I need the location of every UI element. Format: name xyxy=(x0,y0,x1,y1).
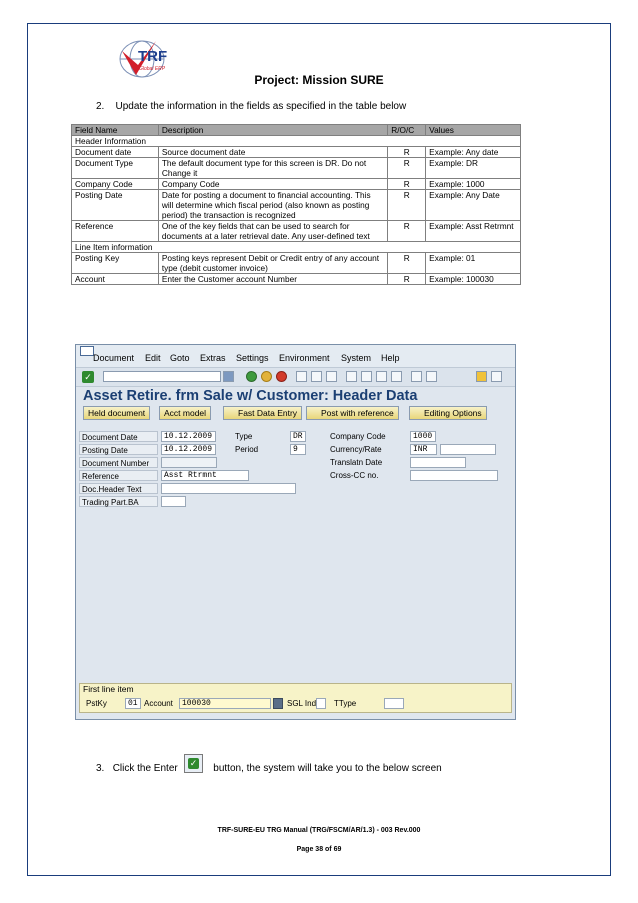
screen-title: Asset Retire. frm Sale w/ Customer: Header Data xyxy=(83,388,418,404)
field-roc: R xyxy=(388,190,426,221)
column-header: R/O/C xyxy=(388,125,426,136)
account-label: Account xyxy=(144,699,173,708)
field-name: Reference xyxy=(72,221,159,242)
field-description: Enter the Customer account Number xyxy=(158,274,387,285)
sap-screenshot xyxy=(75,344,516,720)
translatn-date-field[interactable] xyxy=(410,457,466,468)
table-row xyxy=(72,190,521,221)
company-code-field[interactable]: 1000 xyxy=(410,431,436,442)
field-roc: R xyxy=(388,158,426,179)
posting-date-field[interactable]: 10.12.2009 xyxy=(161,444,216,455)
find-next-icon[interactable] xyxy=(326,371,337,382)
field-description: Posting keys represent Debit or Credit entry of any account type (debit customer invoice) xyxy=(158,253,387,274)
field-description: Company Code xyxy=(158,179,387,190)
editing-options-button[interactable]: Editing Options xyxy=(409,406,487,420)
sap-menu-bar xyxy=(76,345,515,367)
column-header: Description xyxy=(158,125,387,136)
sap-window-icon[interactable] xyxy=(80,346,94,356)
company-code-label: Company Code xyxy=(330,432,386,441)
field-description: One of the key fields that can be used to search for documents at a later retrieval date. Any user-defined text xyxy=(158,221,387,242)
field-value: Example: Asst Retrmnt xyxy=(426,221,521,242)
step-number: 3. xyxy=(96,763,105,774)
acct-model-button[interactable]: Acct model xyxy=(159,406,211,420)
field-value: Example: Any Date xyxy=(426,190,521,221)
table-row xyxy=(72,253,521,274)
pstky-field[interactable]: 01 xyxy=(125,698,141,709)
table-row xyxy=(72,221,521,242)
type-label: Type xyxy=(235,432,253,441)
field-roc: R xyxy=(388,274,426,285)
enter-check-icon: ✓ xyxy=(189,758,198,768)
command-field[interactable] xyxy=(103,371,221,382)
held-document-button[interactable]: Held document xyxy=(83,406,150,420)
field-roc: R xyxy=(388,147,426,158)
field-name: Document date xyxy=(72,147,159,158)
cancel-icon[interactable] xyxy=(276,371,287,382)
step-text-before: Click the Enter xyxy=(112,763,178,774)
first-line-item-title: First line item xyxy=(83,684,134,694)
step-2 xyxy=(96,101,406,112)
table-header-row xyxy=(72,125,521,136)
doc-header-text-label: Doc.Header Text xyxy=(79,483,158,494)
menu-help[interactable]: Help xyxy=(381,353,400,363)
fast-data-entry-button[interactable]: Fast Data Entry xyxy=(223,406,302,420)
application-toolbar xyxy=(76,405,515,422)
field-name: Posting Key xyxy=(72,253,159,274)
manual-footer: TRF-SURE-EU TRG Manual (TRG/FSCM/AR/1.3) - 003 Rev.000 xyxy=(217,827,421,834)
pstky-label: PstKy xyxy=(86,699,107,708)
layout-menu-icon[interactable] xyxy=(491,371,502,382)
document-date-label: Document Date xyxy=(79,431,158,442)
page-number: Page 38 of 69 xyxy=(296,846,342,853)
field-name: Company Code xyxy=(72,179,159,190)
logo-subtext: Global ERP xyxy=(139,66,166,72)
menu-edit[interactable]: Edit xyxy=(145,353,161,363)
page-title: Project: Mission SURE xyxy=(254,73,384,87)
first-line-item-section xyxy=(79,683,512,713)
menu-extras[interactable]: Extras xyxy=(200,353,226,363)
field-name: Account xyxy=(72,274,159,285)
menu-settings[interactable]: Settings xyxy=(236,353,269,363)
reference-label: Reference xyxy=(79,470,158,481)
trading-part-label: Trading Part.BA xyxy=(79,496,158,507)
cross-cc-field[interactable] xyxy=(410,470,498,481)
section-row xyxy=(72,242,521,253)
back-icon[interactable] xyxy=(246,371,257,382)
previous-page-icon[interactable] xyxy=(361,371,372,382)
document-number-field xyxy=(161,457,217,468)
sap-toolbar xyxy=(76,367,515,387)
column-header: Values xyxy=(426,125,521,136)
next-page-icon[interactable] xyxy=(376,371,387,382)
field-name: Posting Date xyxy=(72,190,159,221)
new-session-icon[interactable] xyxy=(411,371,422,382)
post-with-reference-button[interactable]: Post with reference xyxy=(306,406,399,420)
logo-text: TRF xyxy=(138,48,168,65)
field-value: Example: 01 xyxy=(426,253,521,274)
menu-environment[interactable]: Environment xyxy=(279,353,330,363)
menu-system[interactable]: System xyxy=(341,353,372,363)
print-icon[interactable] xyxy=(296,371,307,382)
save-icon[interactable] xyxy=(223,371,234,382)
enter-button-image xyxy=(184,754,203,773)
field-name: Document Type xyxy=(72,158,159,179)
account-field[interactable]: 100030 xyxy=(179,698,271,709)
find-icon[interactable] xyxy=(311,371,322,382)
currency-rate-label: Currency/Rate xyxy=(330,445,382,454)
field-value: Example: Any date xyxy=(426,147,521,158)
period-label: Period xyxy=(235,445,259,454)
step-3 xyxy=(96,763,442,774)
table-row xyxy=(72,179,521,190)
menu-goto[interactable]: Goto xyxy=(170,353,190,363)
sgl-ind-field[interactable] xyxy=(316,698,326,709)
enter-icon[interactable]: ✓ xyxy=(82,371,94,383)
table-row xyxy=(72,274,521,285)
step-number: 2. xyxy=(96,101,105,112)
exit-icon[interactable] xyxy=(261,371,272,382)
field-value: Example: 1000 xyxy=(426,179,521,190)
field-value: Example: DR xyxy=(426,158,521,179)
ttype-label: TType xyxy=(334,699,357,708)
table-row xyxy=(72,158,521,179)
section-row xyxy=(72,136,521,147)
sgl-ind-label: SGL Ind xyxy=(287,699,317,708)
exchange-rate-field[interactable] xyxy=(440,444,496,455)
step-text: Update the information in the fields as specified in the table below xyxy=(115,101,407,112)
field-value: Example: 100030 xyxy=(426,274,521,285)
field-roc: R xyxy=(388,179,426,190)
column-header: Field Name xyxy=(72,125,159,136)
currency-field[interactable]: INR xyxy=(410,444,437,455)
posting-date-label: Posting Date xyxy=(79,444,158,455)
field-roc: R xyxy=(388,253,426,274)
menu-document[interactable]: Document xyxy=(93,353,135,363)
doc-header-text-field[interactable] xyxy=(161,483,296,494)
step-text-after: button, the system will take you to the below screen xyxy=(213,763,442,774)
shortcut-icon[interactable] xyxy=(426,371,437,382)
period-field[interactable]: 9 xyxy=(290,444,306,455)
document-date-field[interactable]: 10.12.2009 xyxy=(161,431,216,442)
document-number-label: Document Number xyxy=(79,457,158,468)
table-row xyxy=(72,147,521,158)
type-field[interactable]: DR xyxy=(290,431,306,442)
fields-table xyxy=(71,124,521,285)
translatn-date-label: Translatn Date xyxy=(330,458,383,467)
search-help-icon[interactable] xyxy=(273,698,283,709)
field-roc: R xyxy=(388,221,426,242)
section-label: Header Information xyxy=(72,136,521,147)
field-description: Date for posting a document to financial accounting. This will determine which fiscal period (also known as posting period) the transaction is recognized xyxy=(158,190,387,221)
field-description: Source document date xyxy=(158,147,387,158)
reference-field[interactable]: Asst Rtrmnt xyxy=(161,470,249,481)
section-label: Line Item information xyxy=(72,242,521,253)
last-page-icon[interactable] xyxy=(391,371,402,382)
ttype-field[interactable] xyxy=(384,698,404,709)
field-description: The default document type for this screen is DR. Do not Change it xyxy=(158,158,387,179)
cross-cc-label: Cross-CC no. xyxy=(330,471,379,480)
trading-part-field[interactable] xyxy=(161,496,186,507)
help-icon[interactable] xyxy=(476,371,487,382)
first-page-icon[interactable] xyxy=(346,371,357,382)
